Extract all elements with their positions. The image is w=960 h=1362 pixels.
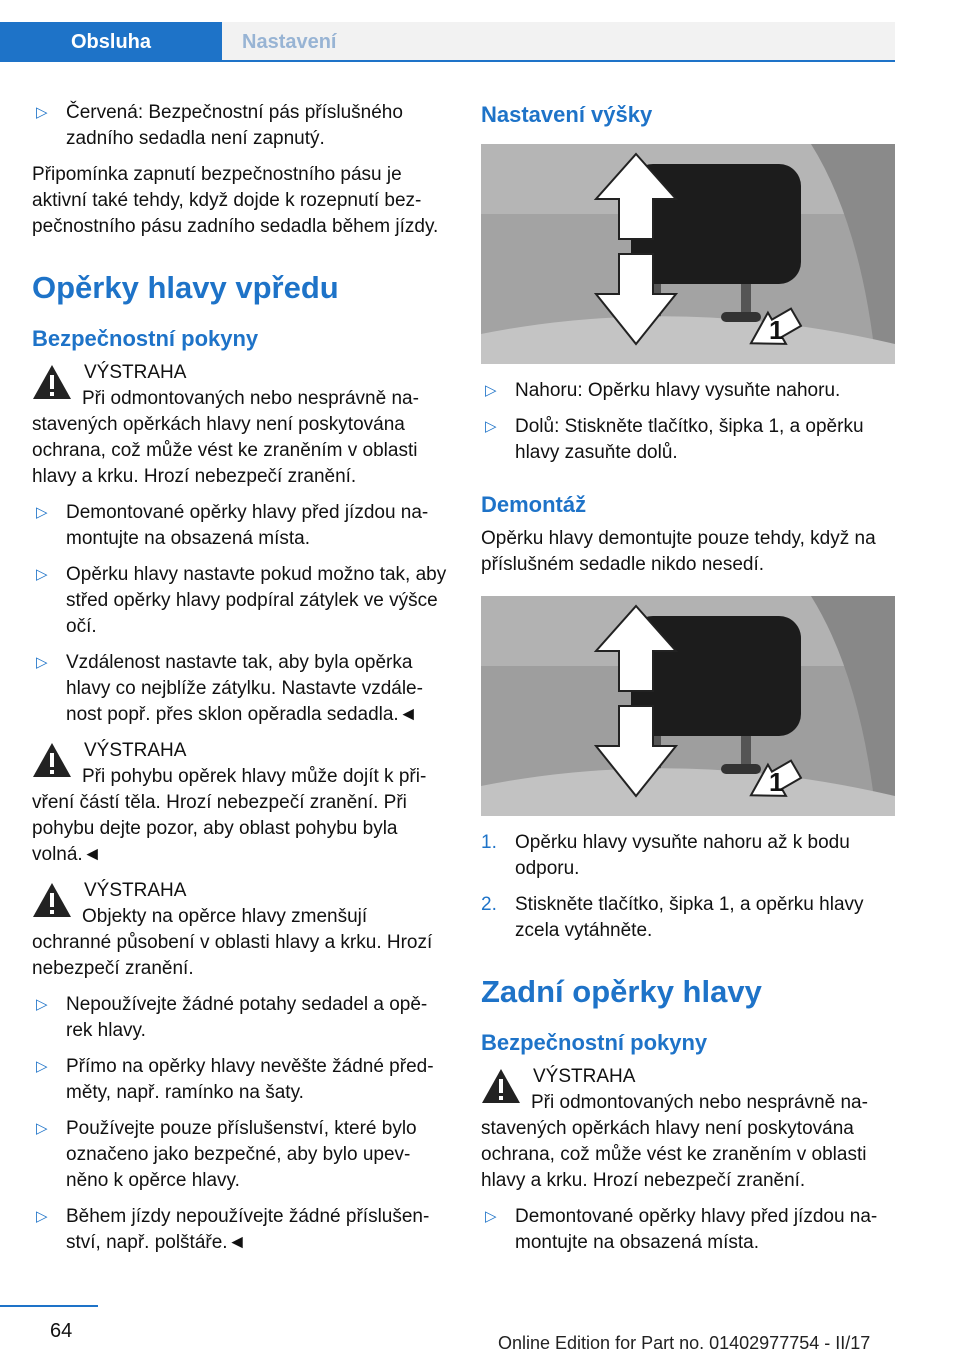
figure-label: 1 <box>769 767 784 797</box>
warning-title: VÝSTRAHA <box>84 740 187 761</box>
bullet-arrow-icon: ▷ <box>36 566 48 583</box>
bullet-arrow-icon: ▷ <box>36 104 48 121</box>
bullet-arrow-icon: ▷ <box>36 1208 48 1225</box>
warning-text: Při odmontovaných nebo nesprávně na‐stavených opěrkách hlavy není poskytována ochrana, což může vést ke zraněním v oblasti hlavy a krku. Hrozí nebezpečí zranění. <box>32 388 419 487</box>
subsection-heading: Bezpečnostní pokyny <box>481 1030 708 1055</box>
warning-title: VÝSTRAHA <box>533 1066 636 1087</box>
warning-block <box>32 738 447 868</box>
figure-label: 1 <box>769 315 784 345</box>
warning-text: Při odmontovaných nebo nesprávně na‐stavených opěrkách hlavy není poskytována ochrana, což může vést ke zraněním v oblasti hlavy a krku. Hrozí nebezpečí zranění. <box>481 1092 868 1191</box>
section-heading: Opěrky hlavy vpředu <box>32 270 339 305</box>
warning-triangle-icon <box>32 882 72 918</box>
edition-note: Online Edition for Part no. 01402977754 - II/17 <box>498 1333 871 1353</box>
list-item: ▷ Opěrku hlavy nastavte pokud možno tak, aby střed opěrky hlavy podpíral zátylek ve výšce očí. <box>36 564 447 637</box>
list-item: ▷ Přímo na opěrky hlavy nevěšte žádné před‐měty, např. ramínko na šaty. <box>36 1056 434 1103</box>
warning-block <box>32 360 447 490</box>
warning-triangle-icon <box>32 742 72 778</box>
bullet-arrow-icon: ▷ <box>36 504 48 521</box>
list-item: 2. Stiskněte tlačítko, šipka 1, a opěrku hlavy zcela vytáhněte. <box>481 894 864 941</box>
list-item: ▷ Červená: Bezpečnostní pás příslušného zadního sedadla není zapnutý. <box>36 102 403 149</box>
warning-title: VÝSTRAHA <box>84 880 187 901</box>
warning-block <box>32 878 447 982</box>
subsection-heading: Bezpečnostní pokyny <box>32 326 259 351</box>
header-divider <box>0 60 895 62</box>
tab-obsluha[interactable]: Obsluha <box>0 22 222 62</box>
bullet-arrow-icon: ▷ <box>36 996 48 1013</box>
list-item: ▷ Používejte pouze příslušenství, které bylo označeno jako bezpečné, aby bylo upev‐něno k opěrce hlavy. <box>36 1118 417 1191</box>
list-item: ▷ Vzdálenost nastavte tak, aby byla opěrka hlavy co nejblíže zátylku. Nastavte vzdále‐nost popř. přes sklon opěradla sedadla.◄ <box>36 652 423 725</box>
headrest-illustration <box>481 596 895 816</box>
page-number: 64 <box>50 1320 73 1342</box>
warning-title: VÝSTRAHA <box>84 362 187 383</box>
bullet-arrow-icon: ▷ <box>485 418 497 435</box>
list-item: ▷ Dolů: Stiskněte tlačítko, šipka 1, a opěrku hlavy zasuňte dolů. <box>485 416 864 463</box>
step-number: 2. <box>481 894 497 915</box>
bullet-arrow-icon: ▷ <box>36 1058 48 1075</box>
right-column <box>481 100 896 1266</box>
tab-nastaveni[interactable]: Nastavení <box>222 22 895 62</box>
left-column <box>32 100 447 1266</box>
paragraph: Připomínka zapnutí bezpečnostního pásu je aktivní také tehdy, když dojde k rozepnutí bez‐pečnostního pásu zadního sedadla během jízdy. <box>32 164 439 237</box>
warning-triangle-icon <box>32 364 72 400</box>
list-item: ▷ Demontované opěrky hlavy před jízdou na‐montujte na obsazená místa. <box>485 1206 878 1253</box>
section-heading: Zadní opěrky hlavy <box>481 974 762 1009</box>
list-item: ▷ Demontované opěrky hlavy před jízdou na‐montujte na obsazená místa. <box>36 502 429 549</box>
warning-triangle-icon <box>481 1068 521 1104</box>
list-item: ▷ Během jízdy nepoužívejte žádné příslušen‐ství, např. polštáře.◄ <box>36 1206 430 1253</box>
footer-divider <box>0 1305 98 1307</box>
bullet-arrow-icon: ▷ <box>485 382 497 399</box>
bullet-arrow-icon: ▷ <box>485 1208 497 1225</box>
headrest-removal-figure <box>481 596 895 816</box>
subsection-heading: Nastavení výšky <box>481 102 653 127</box>
warning-text: Objekty na opěrce hlavy zmenšují ochranné působení v oblasti hlavy a krku. Hrozí nebezpečí zranění. <box>32 906 433 979</box>
warning-text: Při pohybu opěrek hlavy může dojít k při‐vření částí těla. Hrozí nebezpečí zranění. Při pohybu dejte pozor, aby oblast pohybu byla volná.◄ <box>32 766 427 865</box>
header-tabs <box>0 0 895 62</box>
paragraph: Opěrku hlavy demontujte pouze tehdy, když na příslušném sedadle nikdo nesedí. <box>481 528 876 575</box>
list-item: ▷ Nahoru: Opěrku hlavy vysuňte nahoru. <box>481 378 896 404</box>
warning-block <box>481 1064 896 1194</box>
list-item: 1. Opěrku hlavy vysuňte nahoru až k bodu odporu. <box>481 832 850 879</box>
subsection-heading: Demontáž <box>481 492 587 517</box>
step-number: 1. <box>481 832 497 853</box>
list-item: ▷ Nepoužívejte žádné potahy sedadel a opě‐rek hlavy. <box>36 994 428 1041</box>
bullet-arrow-icon: ▷ <box>36 654 48 671</box>
bullet-arrow-icon: ▷ <box>36 1120 48 1137</box>
headrest-illustration <box>481 144 895 364</box>
headrest-height-figure <box>481 144 895 364</box>
